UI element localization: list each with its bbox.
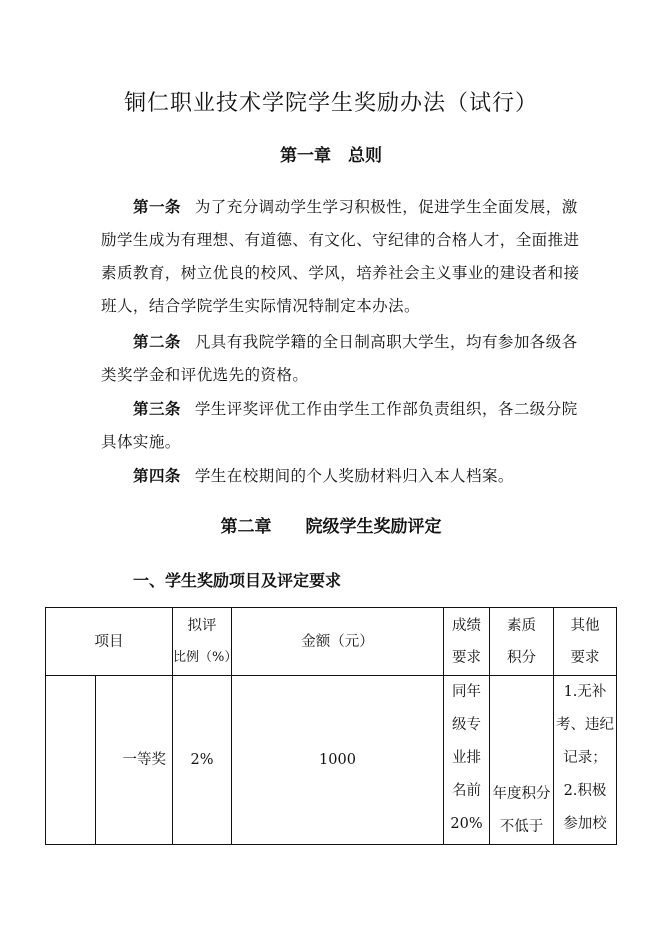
header-other-line: 其他: [570, 617, 600, 634]
table-header-row: [46, 608, 617, 676]
article-text: 素质教育，树立优良的校风、学风，培养社会主义事业的建设者和接: [101, 264, 580, 282]
article-line: [133, 464, 563, 484]
table-row: [46, 676, 617, 845]
header-other: [554, 608, 617, 676]
article-text: 为了充分调动学生学习积极性，促进学生全面发展，激: [194, 198, 578, 216]
other-line: 记录；: [563, 750, 607, 766]
other-line: 1.无补: [563, 684, 607, 700]
award-name: 一等奖: [96, 676, 173, 845]
article-text: 班人，结合学院学生实际情况特制定本办法。: [101, 297, 421, 315]
article-label: 第二条: [133, 332, 181, 351]
article-text: 学生评奖评优工作由学生工作部负责组织，各二级分院: [194, 400, 578, 418]
header-ratio: [173, 608, 238, 676]
grade-line: 20%: [450, 816, 483, 832]
quality-line: 不低于: [499, 819, 544, 835]
article-label: 第四条: [133, 466, 181, 485]
article-line: [133, 330, 578, 351]
document-title: 铜仁职业技术学院学生奖励办法（试行）: [123, 91, 538, 116]
quality-line: 年度积分: [492, 786, 551, 802]
chapter-1-heading: 第一章 总则: [280, 146, 382, 166]
other-line: 参加校: [563, 816, 607, 832]
header-quality-line: 积分: [507, 649, 536, 666]
header-other-line: 要求: [570, 649, 600, 666]
article-text: 类奖学金和评优选先的资格。: [101, 366, 309, 384]
header-grade-line: 成绩: [452, 617, 481, 634]
other-line: 考、违纪: [556, 717, 614, 733]
grade-line: 业排: [452, 750, 481, 766]
section-heading: 一、学生奖励项目及评定要求: [133, 571, 342, 590]
header-item: 项目: [46, 608, 173, 676]
header-quality-line: 素质: [507, 617, 536, 634]
article-text: 凡具有我院学籍的全日制高职大学生，均有参加各级各: [194, 333, 578, 351]
header-ratio-line: 比例（%）: [173, 649, 238, 665]
quality-requirement: [490, 676, 554, 845]
article-line: [101, 228, 580, 249]
grade-requirement: [444, 676, 490, 845]
grade-line: 同年: [452, 684, 481, 700]
article-label: 第三条: [133, 399, 181, 418]
category-cell: [46, 676, 96, 845]
chapter-2-heading: 第二章 院级学生奖励评定: [220, 517, 442, 537]
grade-line: 级专: [452, 717, 481, 733]
award-amount: 1000: [232, 676, 444, 845]
header-grade: [444, 608, 490, 676]
header-ratio-line: 拟评: [187, 617, 217, 634]
article-line: [133, 195, 578, 216]
article-line: [101, 430, 563, 450]
header-amount: 金额（元）: [232, 608, 444, 676]
other-requirement: [554, 676, 617, 845]
article-text: 学生在校期间的个人奖励材料归入本人档案。: [194, 467, 514, 485]
award-table: [45, 607, 617, 845]
grade-line: 名前: [452, 783, 481, 799]
article-line: [133, 397, 578, 418]
article-line: [101, 363, 563, 383]
article-line: [101, 261, 580, 282]
article-text: 励学生成为有理想、有道德、有文化、守纪律的合格人才，全面推进: [101, 231, 580, 249]
header-quality: [490, 608, 554, 676]
award-ratio: 2%: [173, 676, 232, 845]
article-line: [101, 294, 563, 314]
header-grade-line: 要求: [452, 649, 481, 666]
article-text: 具体实施。: [101, 433, 181, 451]
article-label: 第一条: [133, 197, 181, 216]
other-line: 2.积极: [563, 783, 607, 799]
